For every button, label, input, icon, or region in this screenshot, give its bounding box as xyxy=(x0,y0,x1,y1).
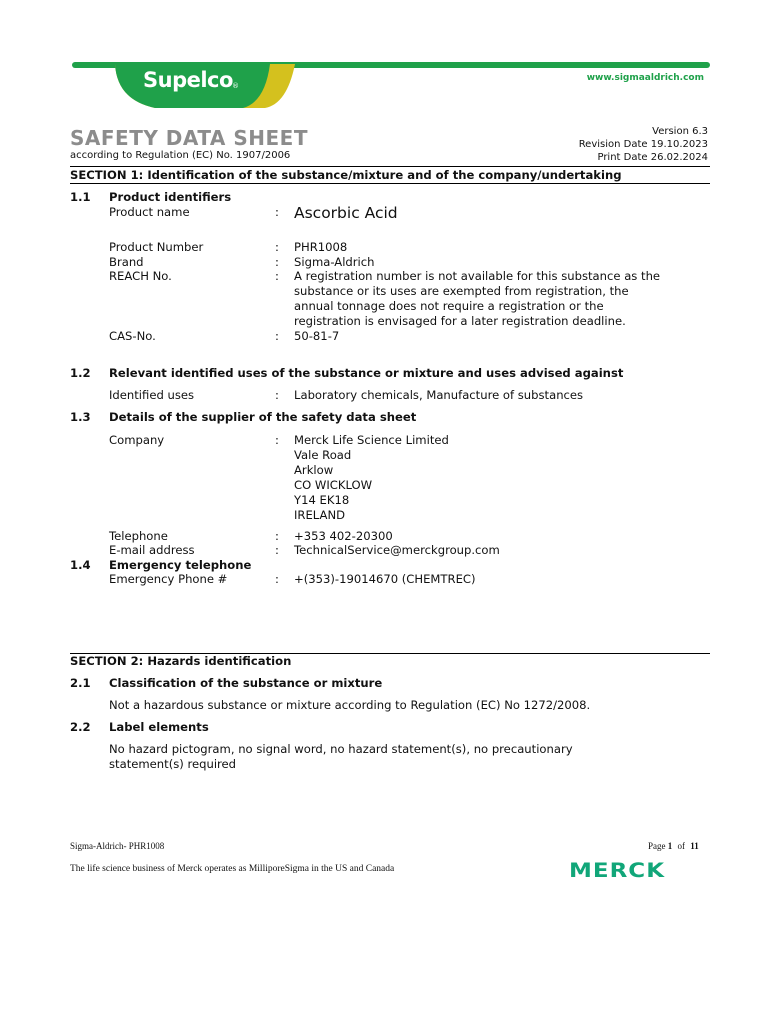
subsection-number: 1.2 xyxy=(70,366,91,380)
identified-uses-value: Laboratory chemicals, Manufacture of substances xyxy=(294,388,584,402)
product-name-value: Ascorbic Acid xyxy=(294,204,398,222)
email-value[interactable]: TechnicalService@merckgroup.com xyxy=(294,543,500,557)
brand-label: Brand xyxy=(109,255,144,269)
page-total: 11 xyxy=(690,841,699,851)
subsection-title: Label elements xyxy=(109,720,209,734)
colon: : xyxy=(275,329,279,343)
product-name-label: Product name xyxy=(109,205,190,219)
subsection-number: 1.4 xyxy=(70,558,91,572)
subsection-title: Product identifiers xyxy=(109,190,232,204)
company-label: Company xyxy=(109,433,165,447)
subsection-title: Details of the supplier of the safety data sheet xyxy=(109,410,417,424)
version: Version 6.3 xyxy=(652,126,708,137)
document-title: SAFETY DATA SHEET xyxy=(70,126,308,150)
section-2-heading: SECTION 2: Hazards identification xyxy=(70,654,292,668)
page-label: Page xyxy=(648,841,666,851)
page-current: 1 xyxy=(667,841,673,851)
website-link[interactable]: www.sigmaaldrich.com xyxy=(586,73,704,83)
reach-line: registration is envisaged for a later registration deadline. xyxy=(294,314,626,328)
colon: : xyxy=(275,205,279,219)
subsection-number: 2.1 xyxy=(70,676,91,690)
regulation-reference: according to Regulation (EC) No. 1907/2006 xyxy=(70,150,291,161)
brand-value: Sigma-Aldrich xyxy=(294,255,375,269)
reach-line: annual tonnage does not require a registration or the xyxy=(294,299,604,313)
page-of: of xyxy=(677,841,685,851)
colon: : xyxy=(275,572,279,586)
address-line: IRELAND xyxy=(294,508,346,522)
address-line: Y14 EK18 xyxy=(294,493,350,507)
subsection-title: Classification of the substance or mixture xyxy=(109,676,383,690)
version-info xyxy=(579,125,708,164)
emergency-phone-label: Emergency Phone # xyxy=(109,572,228,586)
telephone-label: Telephone xyxy=(109,529,168,543)
label-line: No hazard pictogram, no signal word, no hazard statement(s), no precautionary xyxy=(109,742,573,756)
subsection-title: Emergency telephone xyxy=(109,558,252,572)
cas-value: 50-81-7 xyxy=(294,329,340,343)
section-divider xyxy=(70,183,710,184)
address-line: CO WICKLOW xyxy=(294,478,373,492)
merck-logo xyxy=(569,860,715,884)
emergency-phone-value[interactable]: +(353)-19014670 (CHEMTREC) xyxy=(294,572,476,586)
email-label: E-mail address xyxy=(109,543,195,557)
colon: : xyxy=(275,433,279,447)
supelco-logo-text: Supelco xyxy=(143,68,233,92)
footer-doc-ref: Sigma-Aldrich- PHR1008 xyxy=(70,841,165,851)
colon: : xyxy=(275,388,279,402)
subsection-number: 1.3 xyxy=(70,410,91,424)
section-divider xyxy=(70,166,710,167)
label-line: statement(s) required xyxy=(109,757,237,771)
footer-note: The life science business of Merck operates as MilliporeSigma in the US and Canada xyxy=(70,864,395,874)
reach-value xyxy=(294,269,714,329)
reach-label: REACH No. xyxy=(109,269,172,283)
address-line: Vale Road xyxy=(294,448,352,462)
address-line: Arklow xyxy=(294,463,334,477)
print-date: Print Date 26.02.2024 xyxy=(597,152,708,163)
subsection-number: 2.2 xyxy=(70,720,91,734)
colon: : xyxy=(275,255,279,269)
reach-line: substance or its uses are exempted from registration, the xyxy=(294,284,629,298)
subsection-number: 1.1 xyxy=(70,190,91,204)
section-divider xyxy=(70,653,710,654)
company-address xyxy=(294,433,714,523)
colon: : xyxy=(275,269,279,283)
colon: : xyxy=(275,240,279,254)
classification-text: Not a hazardous substance or mixture according to Regulation (EC) No 1272/2008. xyxy=(109,698,591,712)
page-indicator xyxy=(648,841,699,851)
identified-uses-label: Identified uses xyxy=(109,388,195,402)
merck-logo-text: MERCK xyxy=(569,860,666,883)
telephone-value[interactable]: +353 402-20300 xyxy=(294,529,393,543)
reach-line: A registration number is not available for this substance as the xyxy=(294,269,661,283)
supelco-logo xyxy=(115,62,310,110)
colon: : xyxy=(275,529,279,543)
cas-label: CAS-No. xyxy=(109,329,156,343)
registered-mark: ® xyxy=(232,82,239,90)
product-number-label: Product Number xyxy=(109,240,204,254)
address-line: Merck Life Science Limited xyxy=(294,433,449,447)
colon: : xyxy=(275,543,279,557)
section-1-heading: SECTION 1: Identification of the substance/mixture and of the company/undertaking xyxy=(70,168,622,182)
product-number-value: PHR1008 xyxy=(294,240,348,254)
revision-date: Revision Date 19.10.2023 xyxy=(578,139,708,150)
label-elements-text xyxy=(109,742,669,772)
subsection-title: Relevant identified uses of the substance or mixture and uses advised against xyxy=(109,366,624,380)
